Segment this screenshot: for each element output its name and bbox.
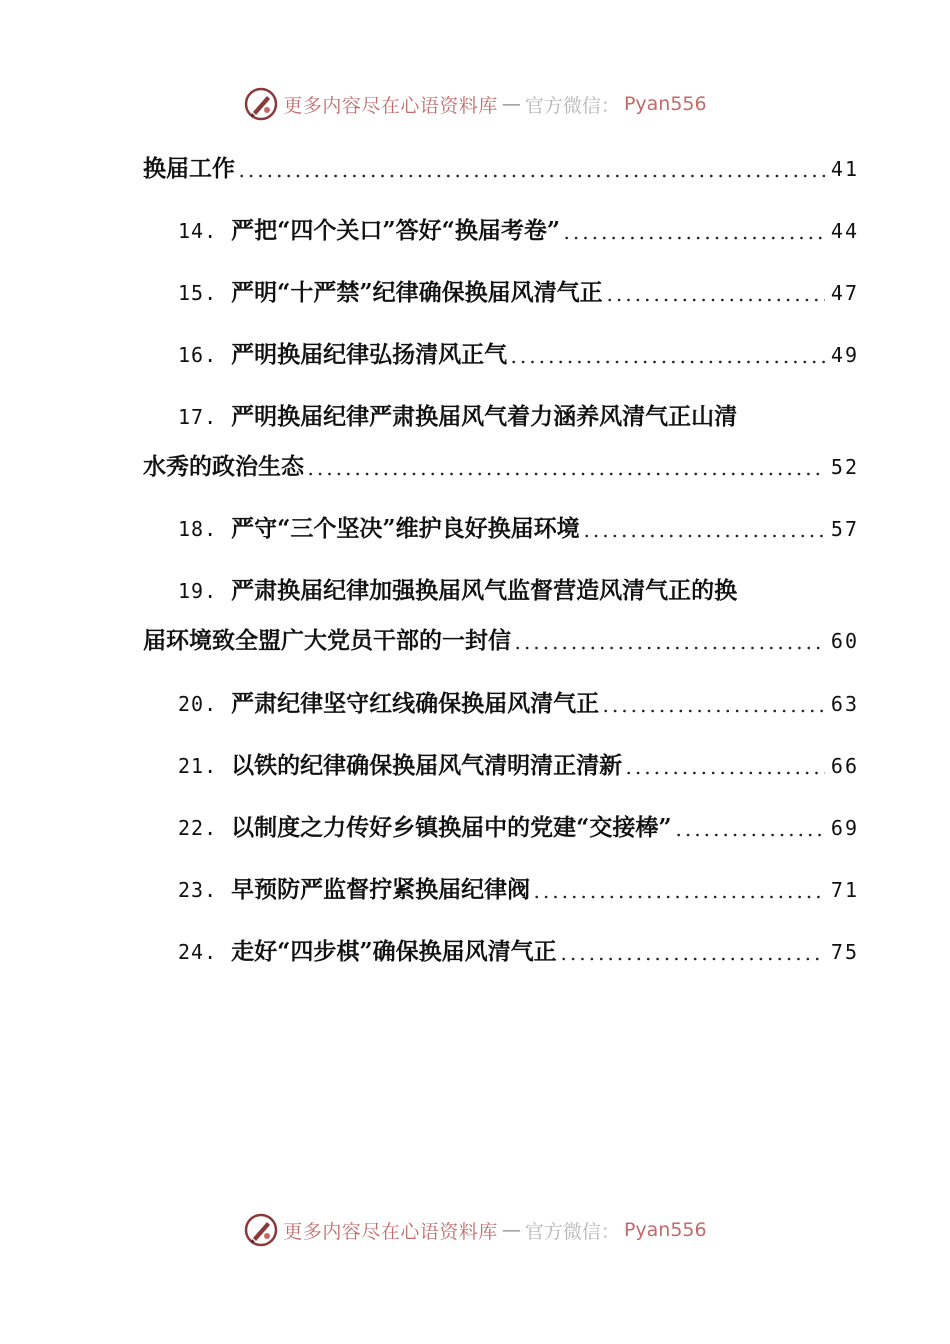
toc-entry-21[interactable]	[178, 748, 859, 784]
toc-entry-number: 21.	[178, 754, 218, 778]
toc-entry-title: 严把“四个关口”答好“换届考卷”	[231, 217, 561, 244]
toc-page-number: 71	[830, 878, 859, 902]
dot-leader	[624, 771, 825, 775]
toc-page-number: 49	[830, 343, 859, 367]
toc-entry-number: 18.	[178, 517, 218, 541]
toc-page-number: 52	[830, 455, 859, 479]
toc-page-number: 75	[830, 940, 859, 964]
toc-entry-number: 17.	[178, 405, 218, 429]
toc-entry-title-continued: 水秀的政治生态	[143, 453, 304, 480]
dot-leader	[532, 895, 825, 899]
toc-entry-15[interactable]	[178, 275, 859, 311]
toc-entry-title: 早预防严监督拧紧换届纪律阀	[231, 876, 531, 903]
dot-leader	[237, 174, 825, 178]
toc-entry-number: 16.	[178, 343, 218, 367]
toc-entry-title: 严守“三个坚决”维护良好换届环境	[231, 515, 580, 542]
banner-wechat-label: 官方微信：	[524, 1220, 620, 1243]
banner-wechat-label: 官方微信：	[524, 94, 620, 117]
toc-entry-number: 24.	[178, 940, 218, 964]
toc-entry-17-line2[interactable]	[143, 449, 859, 485]
toc-entry-24[interactable]	[178, 934, 859, 970]
toc-entry-title: 严肃换届纪律加强换届风气监督营造风清气正的换	[231, 577, 738, 604]
toc-page-number: 69	[830, 816, 859, 840]
dot-leader	[605, 298, 825, 302]
toc-entry-number: 14.	[178, 219, 218, 243]
toc-page-number: 60	[830, 629, 859, 653]
toc-page-number: 47	[830, 281, 859, 305]
toc-page-number: 66	[830, 754, 859, 778]
toc-entry-number: 15.	[178, 281, 218, 305]
toc-entry-title: 严肃纪律坚守红线确保换届风清气正	[231, 690, 600, 717]
dot-leader	[674, 833, 825, 837]
toc-entry-title: 以铁的纪律确保换届风气清明清正清新	[231, 752, 623, 779]
toc-entry-18[interactable]	[178, 511, 859, 547]
dot-leader	[306, 472, 825, 476]
toc-entry-19-line2[interactable]	[143, 623, 859, 659]
toc-entry-number: 19.	[178, 579, 218, 603]
banner-separator: —	[501, 93, 521, 115]
pen-logo-icon	[243, 86, 279, 122]
toc-entry-20[interactable]	[178, 686, 859, 722]
toc-entry-continued[interactable]	[143, 151, 859, 187]
banner	[243, 1212, 706, 1248]
toc-entry-title: 严明换届纪律严肃换届风气着力涵养风清气正山清	[231, 403, 738, 430]
pen-logo-icon	[243, 1212, 279, 1248]
toc-entry-number: 20.	[178, 692, 218, 716]
banner-wechat-id: Pyan556	[623, 93, 707, 115]
toc-entry-19-line1[interactable]	[178, 573, 859, 609]
banner-text: 更多内容尽在心语资料库	[283, 94, 498, 117]
dot-leader	[509, 360, 825, 364]
dot-leader	[601, 709, 825, 713]
header-banner	[0, 82, 950, 126]
toc-entry-title-continued: 届环境致全盟广大党员干部的一封信	[143, 627, 511, 654]
toc-entry-title: 严明换届纪律弘扬清风正气	[231, 341, 508, 368]
dot-leader	[582, 534, 825, 538]
banner-text: 更多内容尽在心语资料库	[283, 1220, 498, 1243]
dot-leader	[513, 646, 825, 650]
toc-page-number: 57	[830, 517, 859, 541]
toc-entry-14[interactable]	[178, 213, 859, 249]
toc-entry-17-line1[interactable]	[178, 399, 859, 435]
toc-entry-22[interactable]	[178, 810, 859, 846]
toc-entry-number: 23.	[178, 878, 218, 902]
toc-entry-number: 22.	[178, 816, 218, 840]
toc-entry-title: 以制度之力传好乡镇换届中的党建“交接棒”	[231, 814, 672, 841]
toc-entry-title: 严明“十严禁”纪律确保换届风清气正	[231, 279, 603, 306]
toc-entry-title: 走好“四步棋”确保换届风清气正	[231, 938, 557, 965]
toc-page-number: 44	[830, 219, 859, 243]
toc-entry-23[interactable]	[178, 872, 859, 908]
toc-entry-title: 换届工作	[143, 155, 235, 182]
dot-leader	[559, 957, 825, 961]
toc-page-number: 41	[830, 157, 859, 181]
toc-entry-16[interactable]	[178, 337, 859, 373]
toc-page-number: 63	[830, 692, 859, 716]
banner-wechat-id: Pyan556	[623, 1219, 707, 1241]
footer-banner	[0, 1208, 950, 1252]
banner	[243, 86, 706, 122]
banner-separator: —	[501, 1219, 521, 1241]
dot-leader	[562, 236, 825, 240]
